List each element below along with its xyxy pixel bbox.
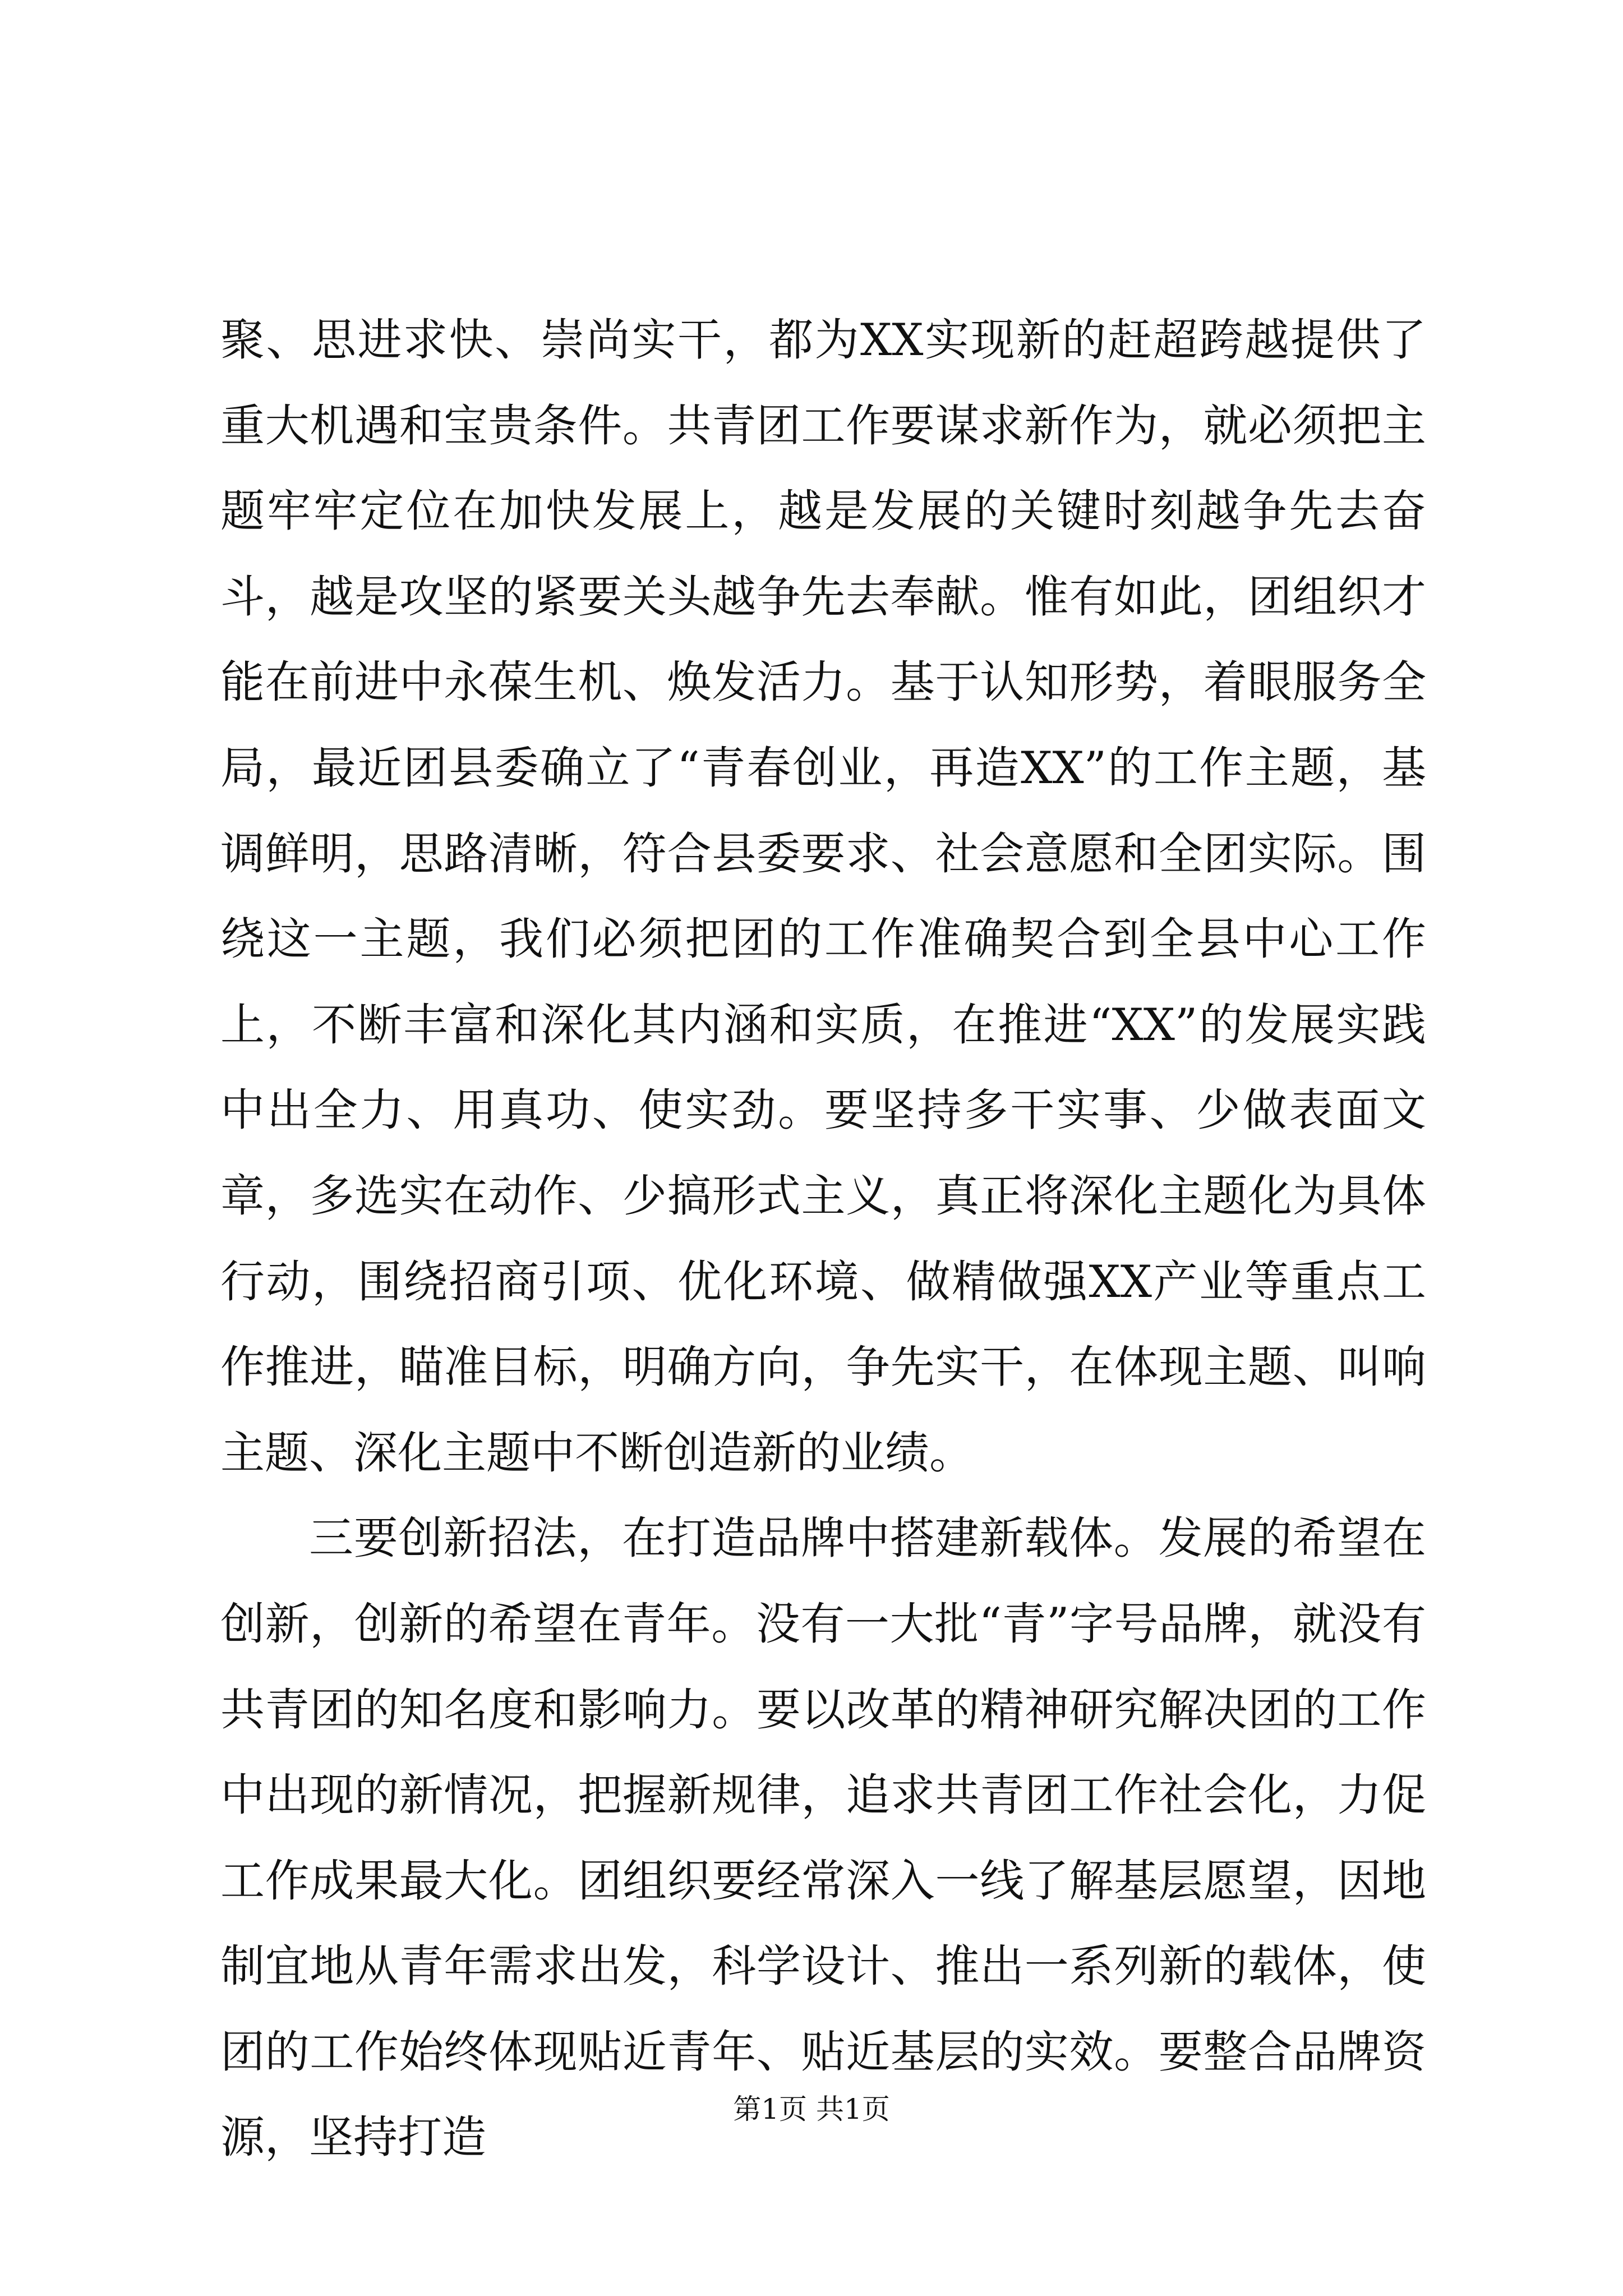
paragraph-continued: 聚、思进求快、崇尚实干，都为XX实现新的赶超跨越提供了重大机遇和宝贵条件。共青团工作要谋求新作为，就必须把主题牢牢定位在加快发展上，越是发展的关键时刻越争先去奋斗，越是攻坚的紧要关头越争先去奉献。惟有如此，团组织才能在前进中永葆生机、焕发活力。基于认知形势，着眼服务全局，最近团县委确立了“青春创业，再造XX”的工作主题，基调鲜明，思路清晰，符合县委要求、社会意愿和全团实际。围绕这一主题，我们必须把团的工作准确契合到全县中心工作上，不断丰富和深化其内涵和实质，在推进“XX”的发展实践中出全力、用真功、使实劲。要坚持多干实事、少做表面文章，多选实在动作、少搞形式主义，真正将深化主题化为具体行动，围绕招商引项、优化环境、做精做强XX产业等重点工作推进，瞄准目标，明确方向，争先实干，在体现主题、叫响主题、深化主题中不断创造新的业绩。 [220, 314, 1426, 1479]
document-body [220, 297, 1426, 2180]
page-footer: 第1页 共1页 [733, 2093, 890, 2125]
paragraph-third-point: 三要创新招法，在打造品牌中搭建新载体。发展的希望在创新，创新的希望在青年。没有一大批“青”字号品牌，就没有共青团的知名度和影响力。要以改革的精神研究解决团的工作中出现的新情况，把握新规律，追求共青团工作社会化，力促工作成果最大化。团组织要经常深入一线了解基层愿望，因地制宜地从青年需求出发，科学设计、推出一系列新的载体，使团的工作始终体现贴近青年、贴近基层的实效。要整合品牌资源，坚持打造 [220, 1512, 1426, 2164]
